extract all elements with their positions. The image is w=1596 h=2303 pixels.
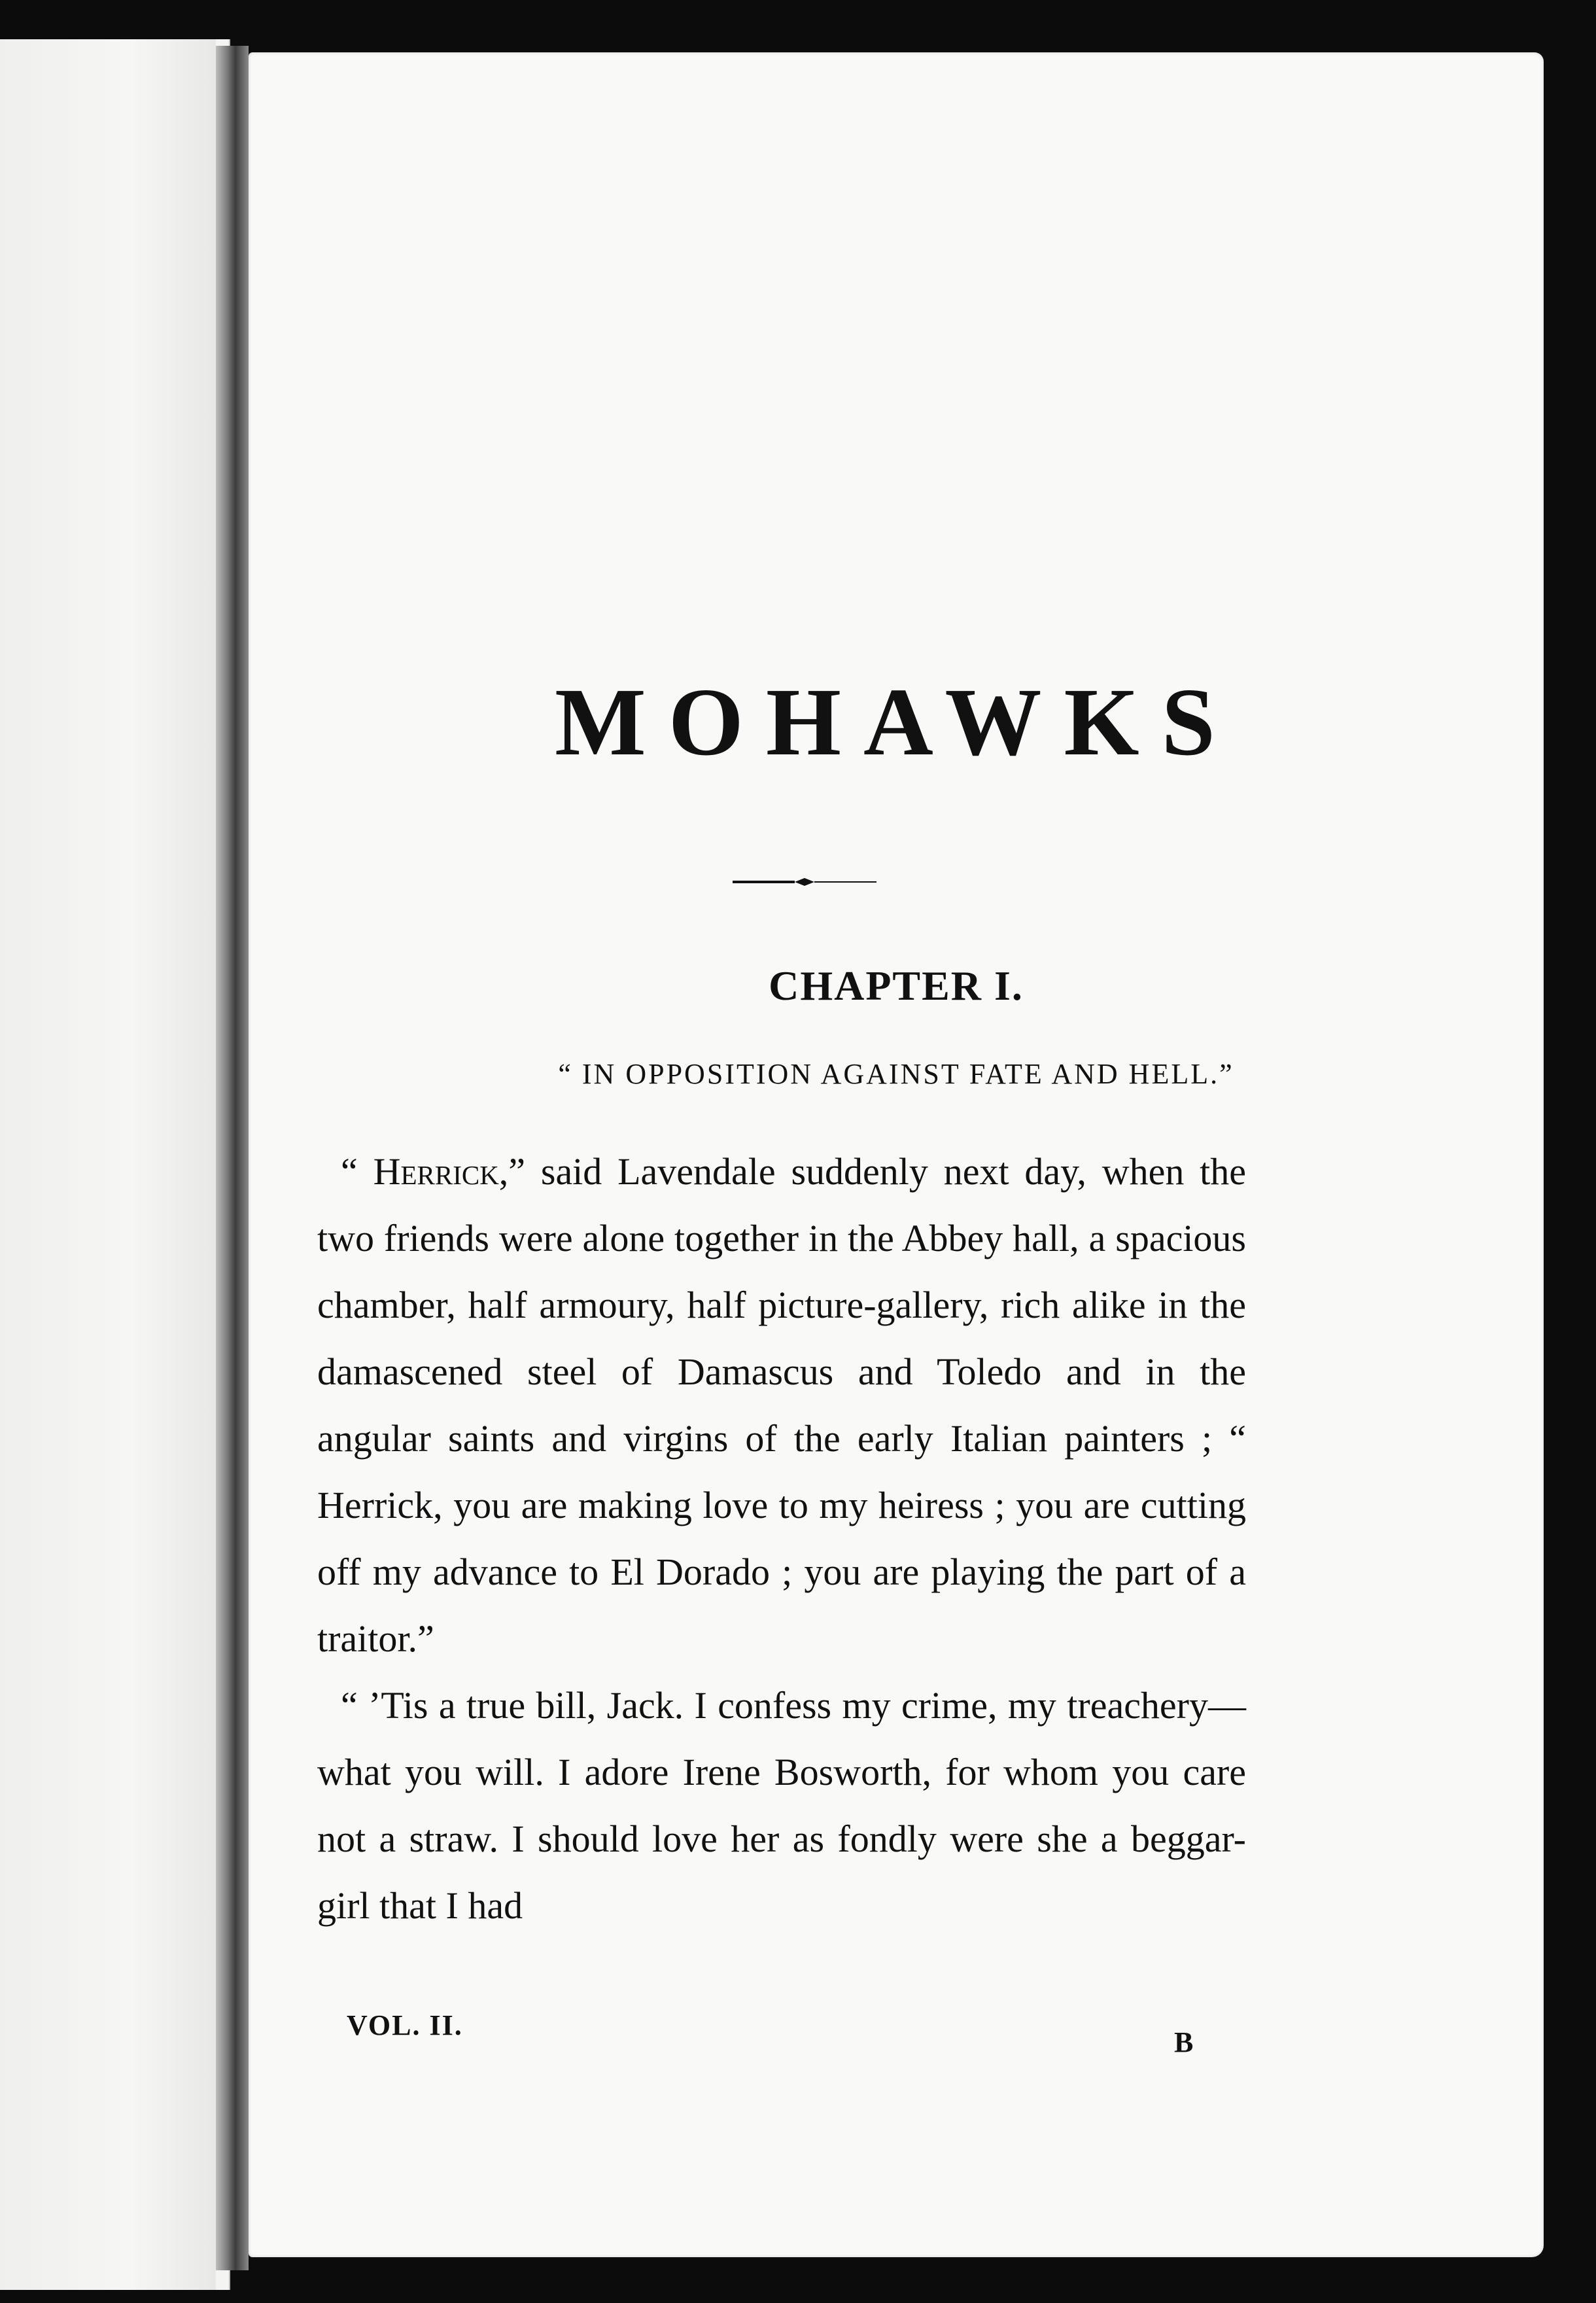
- chapter-epigraph: “ IN OPPOSITION AGAINST FATE AND HELL.”: [558, 1058, 1234, 1090]
- body-text: [317, 1138, 1246, 1939]
- book-page: [249, 52, 1544, 2257]
- volume-label: VOL. II.: [347, 2009, 463, 2041]
- signature-mark: B: [1174, 2026, 1194, 2058]
- paragraph-1-text: said Lavendale suddenly next day, when the two friends were alone together in the Abbey hall, a spacious chamber, half armoury, half picture-gallery, rich alike in the damascened steel of Damascus and Toledo and in the angular saints and virgins of the early Italian painters ; “ Herrick, you are making love to my heiress ; you are cutting off my advance to El Dorado ; you are playing the part of a traitor.”: [317, 1150, 1246, 1660]
- previous-page-surface: [0, 39, 216, 2290]
- paragraph-1-lead: “ Herrick,”: [341, 1150, 526, 1193]
- page-footer: [347, 2009, 1249, 2058]
- title-rule-ornament: [733, 875, 876, 888]
- paragraph-2: [317, 1672, 1246, 1939]
- chapter-heading: CHAPTER I.: [769, 962, 1024, 1009]
- previous-page-leaf: [0, 39, 230, 2290]
- book-title: MOHAWKS: [555, 669, 1238, 776]
- paragraph-2-text: “ ’Tis a true bill, Jack. I confess my crime, my treachery—what you will. I adore Irene Bosworth, for whom you care not a straw. I should love her as fondly were she a beggar-girl that I had: [317, 1684, 1246, 1927]
- paragraph-1: [317, 1138, 1246, 1672]
- book-gutter-shadow: [216, 46, 249, 2270]
